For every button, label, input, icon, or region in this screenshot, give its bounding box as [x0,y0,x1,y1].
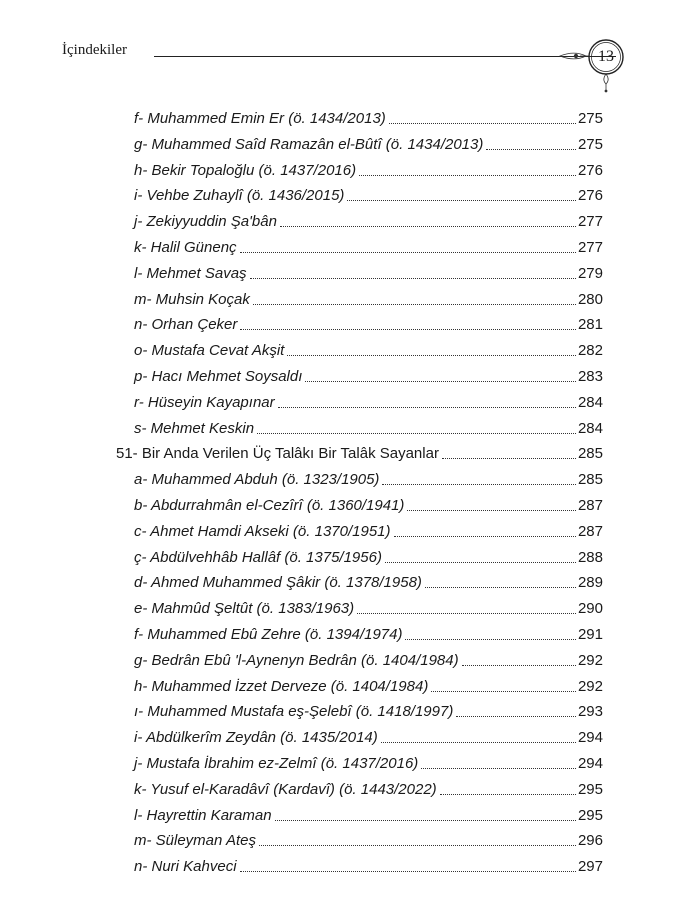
dot-leader [259,845,576,846]
toc-entry-title: n- Orhan Çeker [134,316,238,334]
toc-entry-title: h- Muhammed İzzet Derveze (ö. 1404/1984) [134,677,429,695]
toc-entry-page: 288 [577,548,603,566]
toc-entry-title: f- Muhammed Emin Er (ö. 1434/2013) [134,110,386,127]
dot-leader [347,200,576,201]
toc-entry-title: i- Vehbe Zuhaylî (ö. 1436/2015) [134,187,345,205]
toc-entry [134,751,603,773]
dot-leader [456,716,576,717]
toc-entry [134,699,603,721]
dot-leader [407,510,576,511]
toc-entry-page: 292 [577,651,603,669]
toc-entry-page: 276 [577,161,603,179]
toc-entry-title: d- Ahmed Muhammed Şâkir (ö. 1378/1958) [134,574,422,592]
toc-entry [134,725,603,747]
toc-entry [134,235,603,257]
toc-entry-page: 287 [577,497,603,514]
toc-entry [134,261,603,283]
toc-entry-page: 292 [577,677,603,695]
dot-leader [394,536,576,537]
toc-entry-page: 277 [577,213,603,231]
toc-entry-title: i- Abdülkerîm Zeydân (ö. 1435/2014) [134,729,378,747]
toc-entry-title: 51- Bir Anda Verilen Üç Talâkı Bir Talâk Sayanlar [116,445,439,463]
dot-leader [257,433,576,434]
toc-entry-page: 280 [577,290,603,308]
toc-entry-title: h- Bekir Topaloğlu (ö. 1437/2016) [134,161,357,179]
toc-entry [134,828,603,850]
dot-leader [389,123,576,124]
toc-entry [134,596,603,618]
toc-entry-title: ı- Muhammed Mustafa eş-Şelebî (ö. 1418/1997) [134,703,454,721]
dot-leader [431,691,576,692]
dot-leader [425,587,576,588]
dot-leader [462,665,576,666]
toc-entry-title: j- Mustafa İbrahim ez-Zelmî (ö. 1437/2016) [134,755,419,772]
toc-entry-page: 277 [577,239,603,256]
toc-entry [134,106,603,128]
page-header [62,38,632,88]
dot-leader [280,226,576,227]
dot-leader [357,613,576,614]
toc-entry-title: b- Abdurrahmân el-Cezîrî (ö. 1360/1941) [134,497,405,514]
toc-entry [134,416,603,438]
toc-entry-page: 296 [577,832,603,850]
toc-entry-title: r- Hüseyin Kayapınar [134,393,275,411]
toc-entry-title: k- Yusuf el-Karadâvî (Kardavî) (ö. 1443/2022) [134,780,437,798]
toc-entry-title: m- Muhsin Koçak [134,290,250,308]
dot-leader [275,820,576,821]
dot-leader [250,278,576,279]
toc-entry [134,183,603,205]
toc-entry [134,570,603,592]
dot-leader [240,329,576,330]
toc-entry-title: c- Ahmet Hamdi Akseki (ö. 1370/1951) [134,522,391,540]
toc-entry [134,648,603,670]
toc-entry-title: g- Muhammed Saîd Ramazân el-Bûtî (ö. 1434/2013) [134,135,484,153]
toc-entry-page: 275 [577,110,603,127]
toc-entry-title: n- Nuri Kahveci [134,858,237,876]
dot-leader [421,768,576,769]
toc-entry [134,287,603,309]
dot-leader [240,252,576,253]
toc-entry [134,854,603,876]
toc-entry-title: l- Hayrettin Karaman [134,806,272,824]
toc-entry-title: l- Mehmet Savaş [134,264,247,282]
toc-entry-page: 295 [577,806,603,824]
dot-leader [405,639,575,640]
dot-leader [486,149,576,150]
toc-entry-title: e- Mahmûd Şeltût (ö. 1383/1963) [134,600,355,618]
toc-entry-page: 295 [577,780,603,798]
toc-entry [134,312,603,334]
toc-entry-title: a- Muhammed Abduh (ö. 1323/1905) [134,471,380,489]
dot-leader [359,175,576,176]
toc-entry-page: 294 [577,755,603,772]
dot-leader [278,407,576,408]
toc-entry-page: 276 [577,187,603,205]
header-rule [154,56,616,57]
toc-entry-page: 284 [577,393,603,411]
toc-entry-page: 279 [577,264,603,282]
dot-leader [440,794,576,795]
running-head-title: İçindekiler [62,42,127,58]
toc-entry [116,441,603,463]
toc-entry-title: s- Mehmet Keskin [134,419,255,437]
dot-leader [253,304,576,305]
toc-entry-page: 285 [577,471,603,489]
toc-entry [134,158,603,180]
toc-entry-page: 283 [577,368,603,385]
toc-entry [134,338,603,360]
toc-entry [134,364,603,386]
toc-entry-page: 291 [577,626,603,643]
toc-entry-title: j- Zekiyyuddin Şa'bân [134,213,277,231]
toc-entry [134,622,603,644]
toc-entry-page: 290 [577,600,603,618]
toc-entry-page: 285 [577,445,603,463]
toc-entry-page: 282 [577,342,603,360]
dot-leader [385,562,576,563]
toc-entry [134,493,603,515]
toc-entry-title: ç- Abdülvehhâb Hallâf (ö. 1375/1956) [134,548,382,566]
toc-entry [134,209,603,231]
toc-entry-page: 294 [577,729,603,747]
dot-leader [381,742,576,743]
toc-entry [134,545,603,567]
toc-entry [134,803,603,825]
toc-entry-title: g- Bedrân Ebû 'l-Aynenyn Bedrân (ö. 1404/1984) [134,651,459,669]
dot-leader [287,355,576,356]
toc-entry-title: k- Halil Günenç [134,239,237,256]
toc-entry-page: 289 [577,574,603,592]
toc-entry-page: 284 [577,419,603,437]
toc-entry-page: 287 [577,522,603,540]
dot-leader [305,381,576,382]
toc-entry [134,777,603,799]
toc-entry-page: 293 [577,703,603,721]
page-number: 13 [598,48,614,65]
toc-entry [134,467,603,489]
toc-entry [134,390,603,412]
toc-entry [134,519,603,541]
toc-entry-title: f- Muhammed Ebû Zehre (ö. 1394/1974) [134,626,403,643]
toc-entry-title: m- Süleyman Ateş [134,832,256,850]
toc-entry-title: o- Mustafa Cevat Akşit [134,342,285,360]
dot-leader [382,484,576,485]
toc-entry [134,674,603,696]
toc-entry-page: 281 [577,316,603,334]
toc-entry-page: 297 [577,858,603,876]
dot-leader [442,458,576,459]
toc-entry [134,132,603,154]
toc-entry-page: 275 [577,135,603,153]
dot-leader [240,871,576,872]
toc-entry-title: p- Hacı Mehmet Soysaldı [134,368,303,385]
